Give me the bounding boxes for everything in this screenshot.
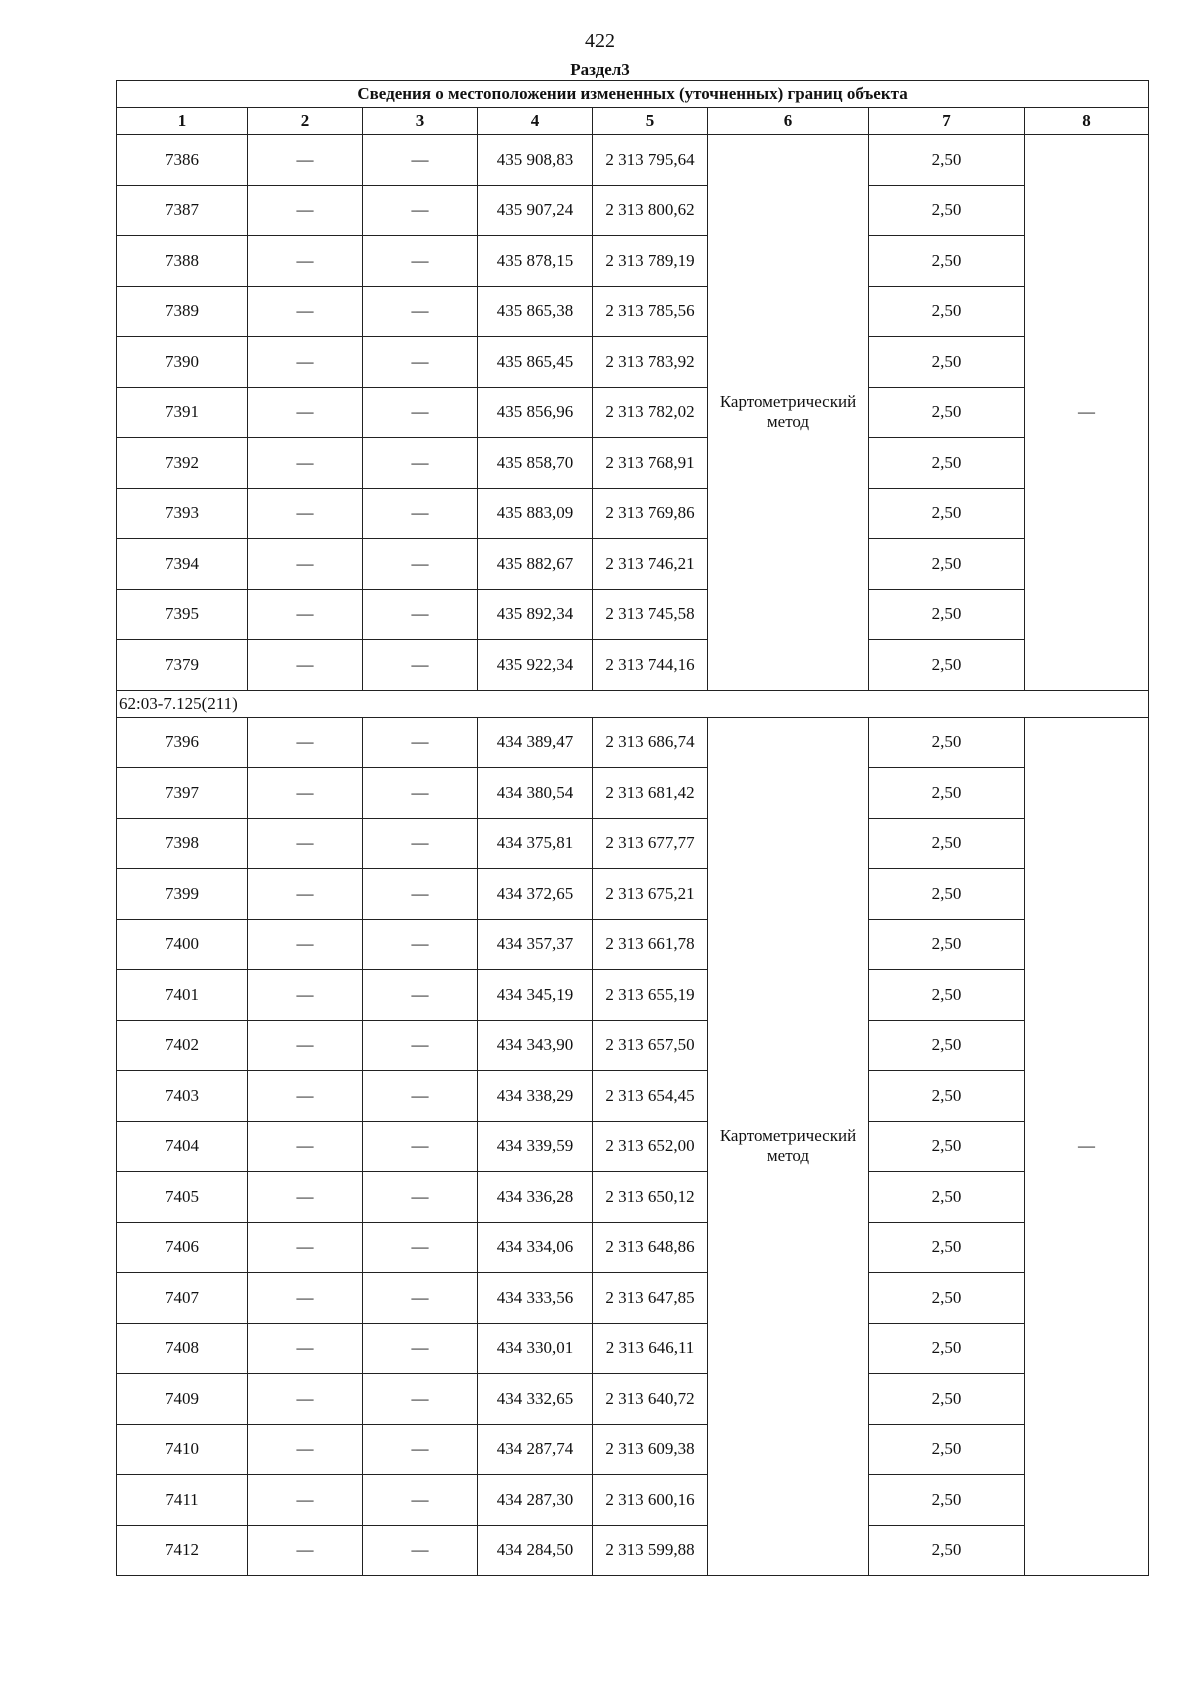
table-row [117,1121,1149,1172]
method-cell: Картометрический метод [708,135,869,691]
section-title: Раздел3 [570,60,630,79]
column-number: 5 [593,108,708,135]
column-2-value: — [248,236,363,287]
page-number: 422 [585,30,615,52]
table-row [117,135,1149,186]
table-row [117,387,1149,438]
point-number: 7387 [117,185,248,236]
column-number: 3 [363,108,478,135]
column-2-value: — [248,1475,363,1526]
accuracy-value: 2,50 [869,717,1025,768]
accuracy-value: 2,50 [869,539,1025,590]
point-number: 7398 [117,818,248,869]
accuracy-value: 2,50 [869,1020,1025,1071]
accuracy-value: 2,50 [869,640,1025,691]
column-2-value: — [248,1222,363,1273]
table-body [117,81,1149,1576]
table-row [117,337,1149,388]
column-3-value: — [363,1222,478,1273]
x-coordinate: 434 336,28 [478,1172,593,1223]
y-coordinate: 2 313 650,12 [593,1172,708,1223]
column-2-value: — [248,337,363,388]
accuracy-value: 2,50 [869,1273,1025,1324]
table-row [117,1323,1149,1374]
column-3-value: — [363,1172,478,1223]
x-coordinate: 435 856,96 [478,387,593,438]
point-number: 7408 [117,1323,248,1374]
column-3-value: — [363,539,478,590]
x-coordinate: 434 284,50 [478,1525,593,1576]
accuracy-value: 2,50 [869,1475,1025,1526]
table-row [117,1273,1149,1324]
accuracy-value: 2,50 [869,185,1025,236]
x-coordinate: 434 338,29 [478,1071,593,1122]
column-2-value: — [248,488,363,539]
column-3-value: — [363,1424,478,1475]
column-2-value: — [248,1121,363,1172]
x-coordinate: 434 375,81 [478,818,593,869]
y-coordinate: 2 313 782,02 [593,387,708,438]
accuracy-value: 2,50 [869,1121,1025,1172]
table-row [117,286,1149,337]
x-coordinate: 434 339,59 [478,1121,593,1172]
accuracy-value: 2,50 [869,869,1025,920]
x-coordinate: 435 858,70 [478,438,593,489]
point-number: 7401 [117,970,248,1021]
column-3-value: — [363,286,478,337]
table-row [117,236,1149,287]
column-2-value: — [248,1273,363,1324]
x-coordinate: 435 922,34 [478,640,593,691]
point-number: 7403 [117,1071,248,1122]
y-coordinate: 2 313 745,58 [593,589,708,640]
accuracy-value: 2,50 [869,438,1025,489]
point-number: 7412 [117,1525,248,1576]
column-2-value: — [248,589,363,640]
y-coordinate: 2 313 655,19 [593,970,708,1021]
accuracy-value: 2,50 [869,970,1025,1021]
method-cell: Картометрический метод [708,717,869,1576]
x-coordinate: 435 883,09 [478,488,593,539]
y-coordinate: 2 313 677,77 [593,818,708,869]
column-numbers-row [117,108,1149,135]
table-caption: Сведения о местоположении измененных (уточненных) границ объекта [117,81,1149,108]
table-caption-row [117,81,1149,108]
table-row [117,919,1149,970]
table-row [117,539,1149,590]
table-row [117,488,1149,539]
x-coordinate: 434 380,54 [478,768,593,819]
table-row [117,970,1149,1021]
x-coordinate: 434 332,65 [478,1374,593,1425]
table-row [117,589,1149,640]
column-3-value: — [363,1071,478,1122]
column-3-value: — [363,1273,478,1324]
y-coordinate: 2 313 681,42 [593,768,708,819]
x-coordinate: 435 865,38 [478,286,593,337]
table-row [117,1222,1149,1273]
x-coordinate: 434 287,30 [478,1475,593,1526]
accuracy-value: 2,50 [869,1424,1025,1475]
accuracy-value: 2,50 [869,1222,1025,1273]
point-number: 7390 [117,337,248,388]
column-3-value: — [363,970,478,1021]
point-number: 7410 [117,1424,248,1475]
column-2-value: — [248,818,363,869]
table-row [117,1071,1149,1122]
group-label: 62:03-7.125(211) [117,690,1149,717]
y-coordinate: 2 313 600,16 [593,1475,708,1526]
column-2-value: — [248,919,363,970]
x-coordinate: 435 892,34 [478,589,593,640]
point-number: 7396 [117,717,248,768]
column-3-value: — [363,387,478,438]
table-row [117,1475,1149,1526]
column-2-value: — [248,1020,363,1071]
column-3-value: — [363,1374,478,1425]
accuracy-value: 2,50 [869,1525,1025,1576]
point-number: 7407 [117,1273,248,1324]
column-2-value: — [248,717,363,768]
column-3-value: — [363,135,478,186]
column-2-value: — [248,286,363,337]
x-coordinate: 435 907,24 [478,185,593,236]
table-row [117,717,1149,768]
column-number: 4 [478,108,593,135]
y-coordinate: 2 313 599,88 [593,1525,708,1576]
y-coordinate: 2 313 744,16 [593,640,708,691]
column-number: 1 [117,108,248,135]
column-3-value: — [363,438,478,489]
x-coordinate: 435 878,15 [478,236,593,287]
column-3-value: — [363,185,478,236]
y-coordinate: 2 313 769,86 [593,488,708,539]
point-number: 7392 [117,438,248,489]
y-coordinate: 2 313 789,19 [593,236,708,287]
accuracy-value: 2,50 [869,135,1025,186]
column-number: 6 [708,108,869,135]
x-coordinate: 434 287,74 [478,1424,593,1475]
accuracy-value: 2,50 [869,818,1025,869]
x-coordinate: 434 334,06 [478,1222,593,1273]
point-number: 7394 [117,539,248,590]
table-row [117,1374,1149,1425]
point-number: 7395 [117,589,248,640]
column-3-value: — [363,717,478,768]
point-number: 7404 [117,1121,248,1172]
accuracy-value: 2,50 [869,768,1025,819]
point-number: 7386 [117,135,248,186]
x-coordinate: 434 357,37 [478,919,593,970]
x-coordinate: 434 389,47 [478,717,593,768]
table-row [117,768,1149,819]
y-coordinate: 2 313 640,72 [593,1374,708,1425]
column-3-value: — [363,919,478,970]
accuracy-value: 2,50 [869,337,1025,388]
column-2-value: — [248,1525,363,1576]
boundary-coordinates-table [116,80,1149,1576]
y-coordinate: 2 313 654,45 [593,1071,708,1122]
point-number: 7406 [117,1222,248,1273]
column-2-value: — [248,1374,363,1425]
column-3-value: — [363,1323,478,1374]
y-coordinate: 2 313 785,56 [593,286,708,337]
table-row [117,438,1149,489]
column-3-value: — [363,818,478,869]
y-coordinate: 2 313 647,85 [593,1273,708,1324]
accuracy-value: 2,50 [869,488,1025,539]
point-number: 7402 [117,1020,248,1071]
x-coordinate: 434 345,19 [478,970,593,1021]
y-coordinate: 2 313 768,91 [593,438,708,489]
y-coordinate: 2 313 648,86 [593,1222,708,1273]
table-row [117,640,1149,691]
column-8-value: — [1025,717,1149,1576]
accuracy-value: 2,50 [869,286,1025,337]
y-coordinate: 2 313 609,38 [593,1424,708,1475]
x-coordinate: 435 882,67 [478,539,593,590]
y-coordinate: 2 313 783,92 [593,337,708,388]
column-2-value: — [248,387,363,438]
column-2-value: — [248,640,363,691]
column-3-value: — [363,869,478,920]
table-row [117,1525,1149,1576]
column-2-value: — [248,869,363,920]
column-3-value: — [363,768,478,819]
y-coordinate: 2 313 646,11 [593,1323,708,1374]
column-2-value: — [248,768,363,819]
point-number: 7400 [117,919,248,970]
y-coordinate: 2 313 652,00 [593,1121,708,1172]
point-number: 7388 [117,236,248,287]
y-coordinate: 2 313 686,74 [593,717,708,768]
point-number: 7379 [117,640,248,691]
column-3-value: — [363,1525,478,1576]
column-2-value: — [248,1323,363,1374]
table-row [117,1424,1149,1475]
column-3-value: — [363,589,478,640]
point-number: 7391 [117,387,248,438]
y-coordinate: 2 313 746,21 [593,539,708,590]
column-number: 8 [1025,108,1149,135]
column-3-value: — [363,1121,478,1172]
x-coordinate: 435 865,45 [478,337,593,388]
table-row [117,1172,1149,1223]
column-3-value: — [363,1475,478,1526]
x-coordinate: 434 333,56 [478,1273,593,1324]
column-3-value: — [363,236,478,287]
column-8-value: — [1025,135,1149,691]
y-coordinate: 2 313 657,50 [593,1020,708,1071]
y-coordinate: 2 313 675,21 [593,869,708,920]
accuracy-value: 2,50 [869,1071,1025,1122]
column-3-value: — [363,337,478,388]
column-2-value: — [248,1424,363,1475]
accuracy-value: 2,50 [869,387,1025,438]
column-3-value: — [363,640,478,691]
point-number: 7399 [117,869,248,920]
column-3-value: — [363,1020,478,1071]
x-coordinate: 435 908,83 [478,135,593,186]
column-number: 2 [248,108,363,135]
column-2-value: — [248,970,363,1021]
accuracy-value: 2,50 [869,1374,1025,1425]
y-coordinate: 2 313 795,64 [593,135,708,186]
x-coordinate: 434 330,01 [478,1323,593,1374]
point-number: 7405 [117,1172,248,1223]
column-3-value: — [363,488,478,539]
point-number: 7397 [117,768,248,819]
group-label-row [117,690,1149,717]
point-number: 7409 [117,1374,248,1425]
accuracy-value: 2,50 [869,1323,1025,1374]
column-2-value: — [248,185,363,236]
accuracy-value: 2,50 [869,919,1025,970]
point-number: 7411 [117,1475,248,1526]
y-coordinate: 2 313 800,62 [593,185,708,236]
point-number: 7393 [117,488,248,539]
table-row [117,1020,1149,1071]
column-2-value: — [248,539,363,590]
x-coordinate: 434 343,90 [478,1020,593,1071]
column-2-value: — [248,438,363,489]
column-2-value: — [248,1172,363,1223]
column-2-value: — [248,135,363,186]
column-number: 7 [869,108,1025,135]
table-row [117,818,1149,869]
accuracy-value: 2,50 [869,589,1025,640]
column-2-value: — [248,1071,363,1122]
table-row [117,869,1149,920]
accuracy-value: 2,50 [869,1172,1025,1223]
x-coordinate: 434 372,65 [478,869,593,920]
point-number: 7389 [117,286,248,337]
accuracy-value: 2,50 [869,236,1025,287]
table-row [117,185,1149,236]
y-coordinate: 2 313 661,78 [593,919,708,970]
